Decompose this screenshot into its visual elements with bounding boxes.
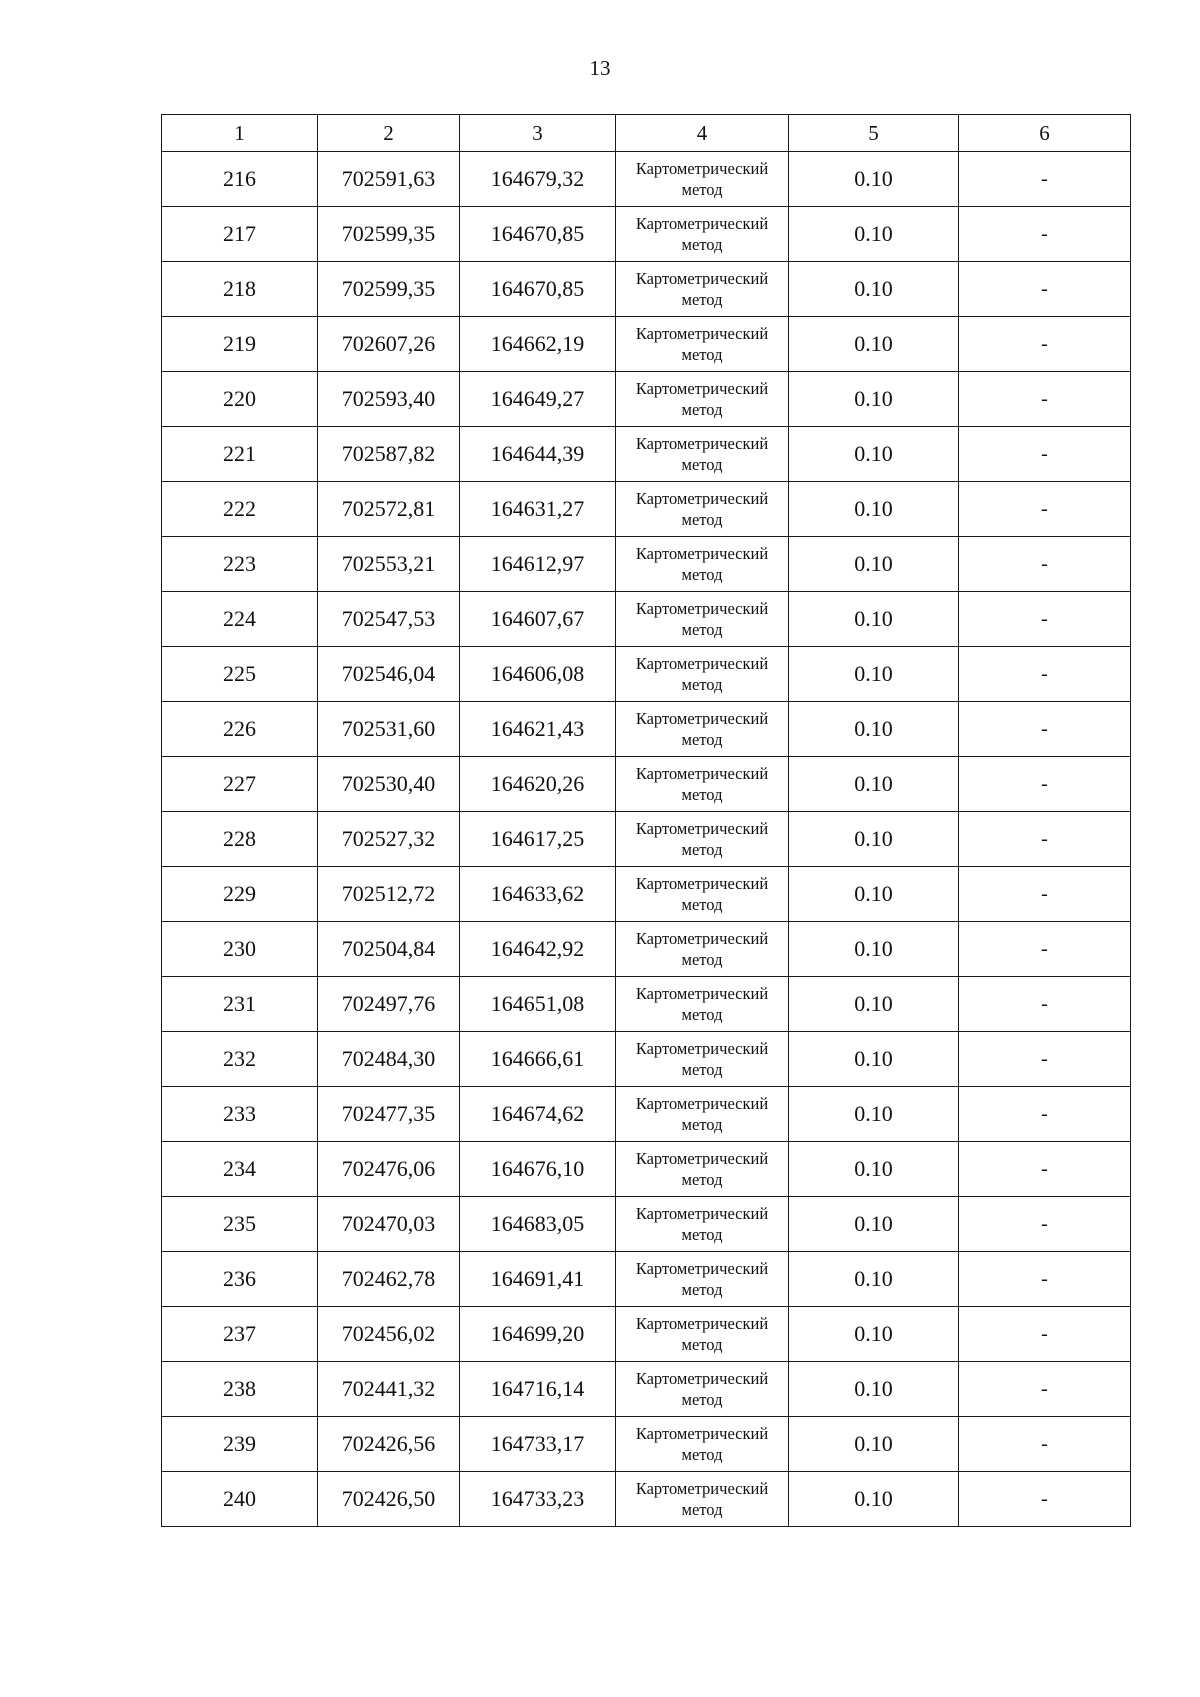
note-cell: -: [959, 1197, 1131, 1252]
x-coordinate-cell: 702527,32: [318, 812, 460, 867]
table-row: [162, 482, 1131, 537]
table-row: [162, 702, 1131, 757]
x-coordinate-cell: 702547,53: [318, 592, 460, 647]
y-coordinate-cell: 164606,08: [460, 647, 616, 702]
point-number-cell: 236: [162, 1252, 318, 1307]
note-cell: -: [959, 1252, 1131, 1307]
point-number-cell: 224: [162, 592, 318, 647]
page-number: 13: [589, 56, 611, 80]
table-row: [162, 1197, 1131, 1252]
accuracy-cell: 0.10: [789, 1197, 959, 1252]
accuracy-cell: 0.10: [789, 482, 959, 537]
column-header: 6: [959, 115, 1131, 152]
accuracy-cell: 0.10: [789, 262, 959, 317]
table-row: [162, 317, 1131, 372]
x-coordinate-cell: 702504,84: [318, 922, 460, 977]
method-cell: Картометрический метод: [616, 1417, 789, 1472]
point-number-cell: 233: [162, 1087, 318, 1142]
y-coordinate-cell: 164651,08: [460, 977, 616, 1032]
method-cell: Картометрический метод: [616, 592, 789, 647]
x-coordinate-cell: 702546,04: [318, 647, 460, 702]
y-coordinate-cell: 164662,19: [460, 317, 616, 372]
method-cell: Картометрический метод: [616, 1032, 789, 1087]
accuracy-cell: 0.10: [789, 812, 959, 867]
note-cell: -: [959, 1142, 1131, 1197]
table-row: [162, 922, 1131, 977]
method-cell: Картометрический метод: [616, 1307, 789, 1362]
point-number-cell: 238: [162, 1362, 318, 1417]
y-coordinate-cell: 164649,27: [460, 372, 616, 427]
table-row: [162, 1032, 1131, 1087]
note-cell: -: [959, 1417, 1131, 1472]
table-row: [162, 592, 1131, 647]
table-row: [162, 647, 1131, 702]
accuracy-cell: 0.10: [789, 427, 959, 482]
y-coordinate-cell: 164683,05: [460, 1197, 616, 1252]
table-row: [162, 812, 1131, 867]
y-coordinate-cell: 164666,61: [460, 1032, 616, 1087]
point-number-cell: 230: [162, 922, 318, 977]
accuracy-cell: 0.10: [789, 207, 959, 262]
point-number-cell: 219: [162, 317, 318, 372]
table-row: [162, 1362, 1131, 1417]
y-coordinate-cell: 164607,67: [460, 592, 616, 647]
table-header-row: [162, 115, 1131, 152]
note-cell: -: [959, 152, 1131, 207]
method-cell: Картометрический метод: [616, 482, 789, 537]
note-cell: -: [959, 1032, 1131, 1087]
y-coordinate-cell: 164612,97: [460, 537, 616, 592]
point-number-cell: 228: [162, 812, 318, 867]
point-number-cell: 235: [162, 1197, 318, 1252]
table-row: [162, 757, 1131, 812]
point-number-cell: 227: [162, 757, 318, 812]
accuracy-cell: 0.10: [789, 1417, 959, 1472]
y-coordinate-cell: 164633,62: [460, 867, 616, 922]
method-cell: Картометрический метод: [616, 1472, 789, 1527]
column-header: 4: [616, 115, 789, 152]
table-row: [162, 1307, 1131, 1362]
note-cell: -: [959, 1307, 1131, 1362]
y-coordinate-cell: 164699,20: [460, 1307, 616, 1362]
note-cell: -: [959, 537, 1131, 592]
method-cell: Картометрический метод: [616, 702, 789, 757]
coordinates-table: [161, 114, 1131, 1527]
accuracy-cell: 0.10: [789, 152, 959, 207]
x-coordinate-cell: 702470,03: [318, 1197, 460, 1252]
table-row: [162, 1472, 1131, 1527]
method-cell: Картометрический метод: [616, 427, 789, 482]
method-cell: Картометрический метод: [616, 977, 789, 1032]
accuracy-cell: 0.10: [789, 702, 959, 757]
note-cell: -: [959, 372, 1131, 427]
x-coordinate-cell: 702593,40: [318, 372, 460, 427]
note-cell: -: [959, 812, 1131, 867]
point-number-cell: 225: [162, 647, 318, 702]
table-row: [162, 152, 1131, 207]
note-cell: -: [959, 482, 1131, 537]
point-number-cell: 239: [162, 1417, 318, 1472]
accuracy-cell: 0.10: [789, 1307, 959, 1362]
note-cell: -: [959, 317, 1131, 372]
method-cell: Картометрический метод: [616, 1087, 789, 1142]
x-coordinate-cell: 702531,60: [318, 702, 460, 757]
x-coordinate-cell: 702476,06: [318, 1142, 460, 1197]
table-row: [162, 867, 1131, 922]
method-cell: Картометрический метод: [616, 922, 789, 977]
accuracy-cell: 0.10: [789, 372, 959, 427]
table-row: [162, 537, 1131, 592]
accuracy-cell: 0.10: [789, 977, 959, 1032]
y-coordinate-cell: 164617,25: [460, 812, 616, 867]
method-cell: Картометрический метод: [616, 1362, 789, 1417]
point-number-cell: 217: [162, 207, 318, 262]
table-row: [162, 977, 1131, 1032]
point-number-cell: 218: [162, 262, 318, 317]
method-cell: Картометрический метод: [616, 152, 789, 207]
x-coordinate-cell: 702426,56: [318, 1417, 460, 1472]
x-coordinate-cell: 702553,21: [318, 537, 460, 592]
accuracy-cell: 0.10: [789, 1252, 959, 1307]
x-coordinate-cell: 702512,72: [318, 867, 460, 922]
note-cell: -: [959, 262, 1131, 317]
x-coordinate-cell: 702572,81: [318, 482, 460, 537]
note-cell: -: [959, 1087, 1131, 1142]
point-number-cell: 231: [162, 977, 318, 1032]
table-row: [162, 427, 1131, 482]
table-body: [162, 152, 1131, 1527]
note-cell: -: [959, 867, 1131, 922]
accuracy-cell: 0.10: [789, 922, 959, 977]
x-coordinate-cell: 702484,30: [318, 1032, 460, 1087]
x-coordinate-cell: 702426,50: [318, 1472, 460, 1527]
column-header: 5: [789, 115, 959, 152]
table-row: [162, 1252, 1131, 1307]
point-number-cell: 226: [162, 702, 318, 757]
x-coordinate-cell: 702530,40: [318, 757, 460, 812]
method-cell: Картометрический метод: [616, 262, 789, 317]
method-cell: Картометрический метод: [616, 1252, 789, 1307]
accuracy-cell: 0.10: [789, 537, 959, 592]
point-number-cell: 229: [162, 867, 318, 922]
accuracy-cell: 0.10: [789, 592, 959, 647]
y-coordinate-cell: 164644,39: [460, 427, 616, 482]
y-coordinate-cell: 164674,62: [460, 1087, 616, 1142]
method-cell: Картометрический метод: [616, 867, 789, 922]
y-coordinate-cell: 164620,26: [460, 757, 616, 812]
accuracy-cell: 0.10: [789, 1362, 959, 1417]
y-coordinate-cell: 164679,32: [460, 152, 616, 207]
y-coordinate-cell: 164642,92: [460, 922, 616, 977]
y-coordinate-cell: 164621,43: [460, 702, 616, 757]
note-cell: -: [959, 922, 1131, 977]
table-row: [162, 372, 1131, 427]
y-coordinate-cell: 164670,85: [460, 207, 616, 262]
point-number-cell: 221: [162, 427, 318, 482]
table-row: [162, 1417, 1131, 1472]
column-header: 2: [318, 115, 460, 152]
column-header: 1: [162, 115, 318, 152]
x-coordinate-cell: 702462,78: [318, 1252, 460, 1307]
x-coordinate-cell: 702587,82: [318, 427, 460, 482]
x-coordinate-cell: 702599,35: [318, 262, 460, 317]
x-coordinate-cell: 702497,76: [318, 977, 460, 1032]
point-number-cell: 216: [162, 152, 318, 207]
method-cell: Картометрический метод: [616, 1197, 789, 1252]
note-cell: -: [959, 757, 1131, 812]
note-cell: -: [959, 702, 1131, 757]
column-header: 3: [460, 115, 616, 152]
point-number-cell: 234: [162, 1142, 318, 1197]
note-cell: -: [959, 592, 1131, 647]
method-cell: Картометрический метод: [616, 207, 789, 262]
table-row: [162, 1142, 1131, 1197]
x-coordinate-cell: 702456,02: [318, 1307, 460, 1362]
table-row: [162, 262, 1131, 317]
accuracy-cell: 0.10: [789, 1142, 959, 1197]
point-number-cell: 222: [162, 482, 318, 537]
method-cell: Картометрический метод: [616, 812, 789, 867]
y-coordinate-cell: 164716,14: [460, 1362, 616, 1417]
accuracy-cell: 0.10: [789, 867, 959, 922]
method-cell: Картометрический метод: [616, 372, 789, 427]
point-number-cell: 223: [162, 537, 318, 592]
note-cell: -: [959, 207, 1131, 262]
accuracy-cell: 0.10: [789, 647, 959, 702]
x-coordinate-cell: 702607,26: [318, 317, 460, 372]
point-number-cell: 220: [162, 372, 318, 427]
table-row: [162, 207, 1131, 262]
note-cell: -: [959, 647, 1131, 702]
table-row: [162, 1087, 1131, 1142]
accuracy-cell: 0.10: [789, 317, 959, 372]
method-cell: Картометрический метод: [616, 647, 789, 702]
y-coordinate-cell: 164670,85: [460, 262, 616, 317]
method-cell: Картометрический метод: [616, 537, 789, 592]
point-number-cell: 237: [162, 1307, 318, 1362]
y-coordinate-cell: 164631,27: [460, 482, 616, 537]
note-cell: -: [959, 427, 1131, 482]
method-cell: Картометрический метод: [616, 1142, 789, 1197]
method-cell: Картометрический метод: [616, 757, 789, 812]
y-coordinate-cell: 164691,41: [460, 1252, 616, 1307]
x-coordinate-cell: 702441,32: [318, 1362, 460, 1417]
x-coordinate-cell: 702591,63: [318, 152, 460, 207]
point-number-cell: 240: [162, 1472, 318, 1527]
point-number-cell: 232: [162, 1032, 318, 1087]
note-cell: -: [959, 977, 1131, 1032]
accuracy-cell: 0.10: [789, 757, 959, 812]
x-coordinate-cell: 702477,35: [318, 1087, 460, 1142]
note-cell: -: [959, 1362, 1131, 1417]
accuracy-cell: 0.10: [789, 1032, 959, 1087]
method-cell: Картометрический метод: [616, 317, 789, 372]
y-coordinate-cell: 164733,17: [460, 1417, 616, 1472]
y-coordinate-cell: 164676,10: [460, 1142, 616, 1197]
note-cell: -: [959, 1472, 1131, 1527]
accuracy-cell: 0.10: [789, 1472, 959, 1527]
x-coordinate-cell: 702599,35: [318, 207, 460, 262]
y-coordinate-cell: 164733,23: [460, 1472, 616, 1527]
accuracy-cell: 0.10: [789, 1087, 959, 1142]
